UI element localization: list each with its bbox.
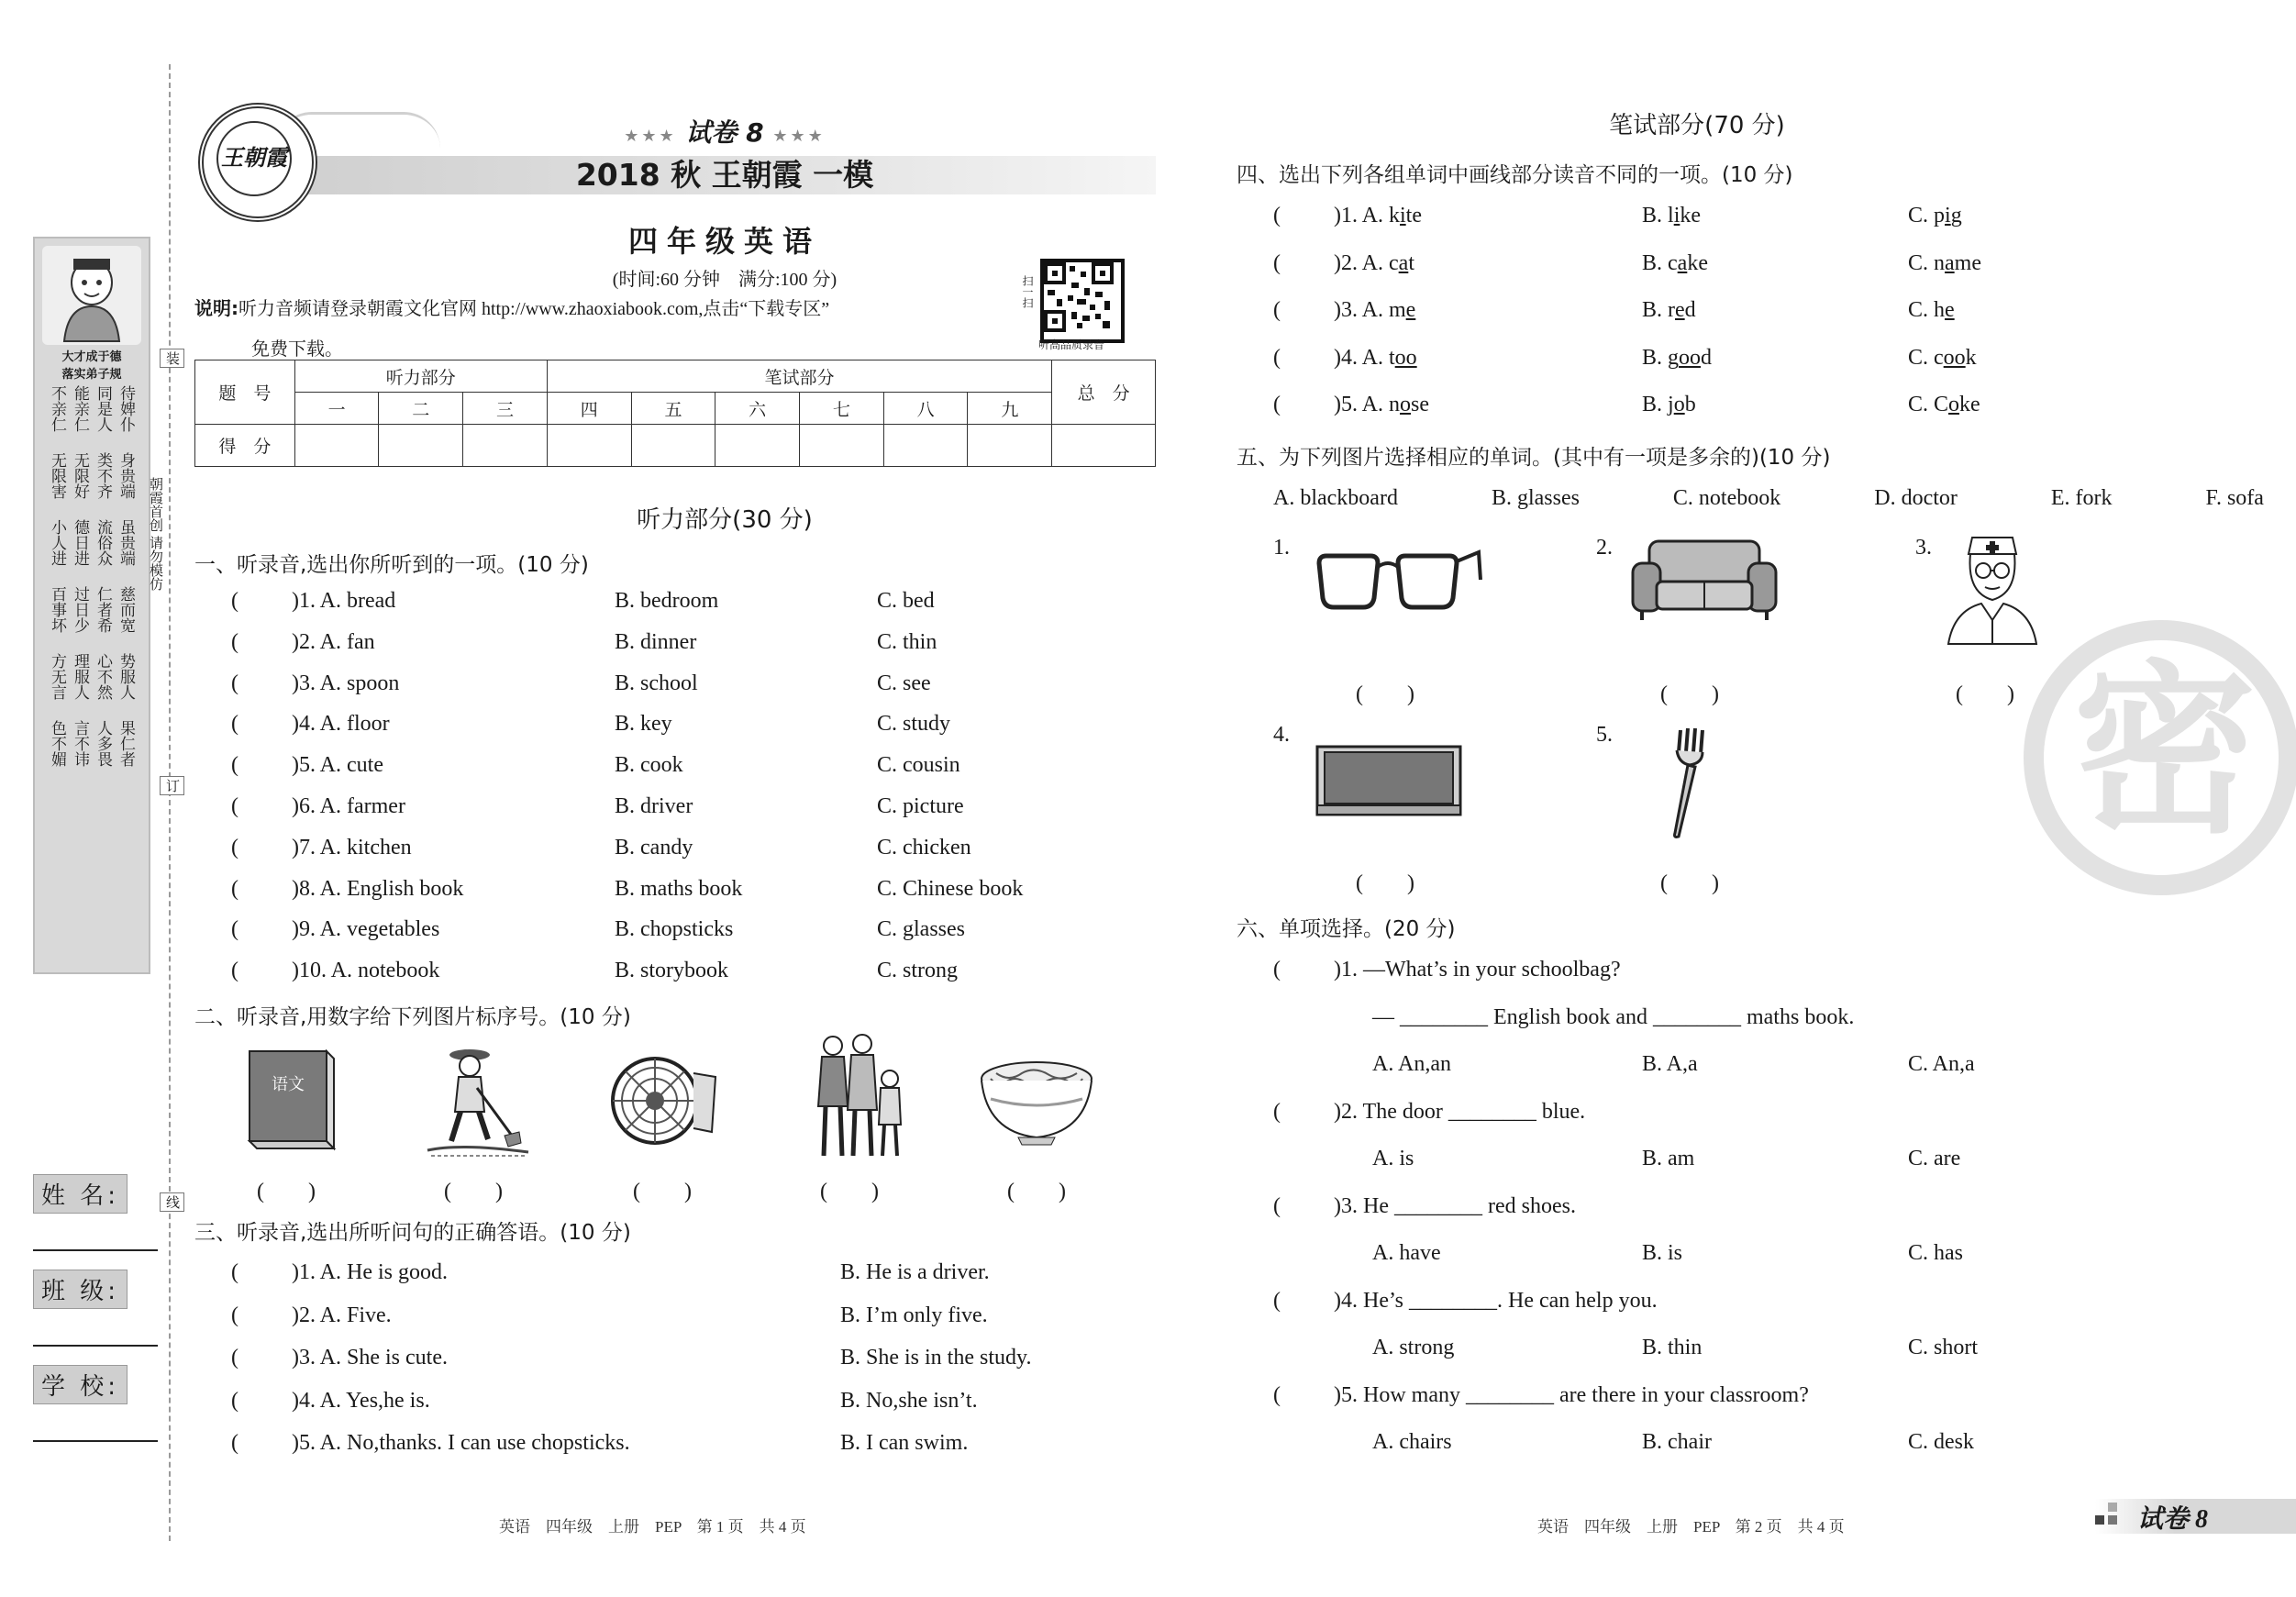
score-table-number: 二 [379, 393, 463, 425]
answer-bracket-open[interactable]: ( [231, 1388, 238, 1413]
poem-column: 无限害 [49, 452, 66, 499]
underlined-letters: o [1400, 393, 1411, 416]
picture-number: 1. [1273, 536, 1290, 560]
score-cell[interactable] [631, 425, 715, 467]
underlined-letters: oo [1394, 345, 1417, 370]
electric-fan-picture [609, 1049, 717, 1155]
picture-answer-bracket[interactable]: ( ) [820, 1180, 879, 1203]
family-picture [805, 1033, 906, 1164]
answer-bracket-open[interactable]: ( [231, 589, 238, 613]
score-table-number: 九 [968, 393, 1052, 425]
option-a: )5. A. No,thanks. I can use chopsticks. [292, 1431, 630, 1455]
score-cell[interactable] [883, 425, 968, 467]
poem-column: 能亲仁 [72, 385, 89, 432]
word-part: B. l [1642, 204, 1674, 227]
option-a: )1. A. He is good. [292, 1260, 448, 1284]
score-table-number: 七 [800, 393, 884, 425]
logo-text: 王朝霞 [216, 121, 292, 196]
poem-column: 百事坏 [49, 586, 66, 633]
class-label [33, 1270, 156, 1309]
confidential-seal-char: 密 [2072, 645, 2257, 859]
underlined-letters: oo [1679, 345, 1702, 370]
paper-label-text: 试卷 8 [685, 117, 764, 148]
picture-answer-bracket[interactable]: ( ) [444, 1180, 503, 1203]
writing-part-title: 笔试部分(70 分) [1609, 112, 1785, 139]
picture-answer-bracket[interactable]: ( ) [633, 1180, 692, 1203]
option-b: B. key [615, 712, 672, 737]
option-a: )7. A. kitchen [292, 835, 412, 859]
poem-column: 同是人 [94, 385, 112, 432]
option-c: C. short [1908, 1336, 1979, 1359]
poem-column: 方无言 [49, 653, 66, 700]
option-a: )2. A. fan [292, 629, 375, 654]
answer-bracket-open[interactable]: ( [231, 629, 238, 654]
answer-bracket-open[interactable]: ( [231, 753, 238, 778]
picture-number: 3. [1915, 536, 1932, 560]
option-b: B. A,a [1642, 1052, 1698, 1076]
underlined-letters: e [1405, 298, 1416, 322]
poem-group [39, 720, 145, 767]
instructions-line-2: 免费下载。 [251, 339, 343, 360]
section-3-title: 三、听录音,选出所听问句的正确答语。(10 分) [194, 1221, 631, 1245]
word-part: C. p [1908, 204, 1946, 227]
school-label-text: 学 校: [33, 1365, 128, 1404]
school-label [33, 1365, 156, 1404]
option-b [1642, 204, 1701, 228]
score-table-number: 四 [547, 393, 631, 425]
instructions-line-1: 听力音频请登录朝霞文化官网 http://www.zhaoxiabook.com,点击“下载专区” [238, 299, 830, 319]
blackboard-picture [1314, 743, 1464, 823]
option-c: C. glasses [877, 917, 965, 942]
option-b: B. cook [615, 753, 683, 778]
answer-bracket-open[interactable]: ( [231, 1431, 238, 1455]
option-b: B. bedroom [615, 589, 719, 613]
option-a: )6. A. farmer [292, 794, 405, 818]
poem-column: 无限好 [72, 452, 89, 499]
answer-bracket-open[interactable]: ( [231, 794, 238, 818]
stars-left: ★★★ [624, 127, 677, 146]
picture-answer-bracket[interactable]: ( ) [257, 1180, 316, 1203]
question-stem: )3. He ________ red shoes. [1334, 1193, 1576, 1218]
motto-caption [39, 349, 145, 383]
question-stem: )1. —What’s in your schoolbag? [1334, 958, 1621, 981]
option-a: A. have [1372, 1241, 1441, 1265]
score-table-number: 一 [294, 393, 379, 425]
picture-number: 2. [1596, 536, 1613, 560]
word-part: t [1408, 250, 1414, 275]
paper-tag-marker [2095, 1503, 2132, 1535]
answer-bracket-open[interactable]: ( [231, 876, 238, 901]
poem-column: 过日少 [72, 586, 89, 633]
poem-column: 言不讳 [72, 720, 89, 767]
answer-bracket-open[interactable]: ( [231, 1303, 238, 1327]
score-table [194, 360, 1156, 467]
poem-column: 势服人 [117, 653, 135, 700]
answer-bracket-open[interactable]: ( [231, 835, 238, 859]
page-2-footer: 英语 四年级 上册 PEP 第 2 页 共 4 页 [1537, 1518, 1845, 1536]
word-option: B. glasses [1491, 486, 1580, 510]
glasses-picture [1314, 543, 1482, 630]
poem-column: 理服人 [72, 653, 89, 700]
section-1-title: 一、听录音,选出你所听到的一项。(10 分) [194, 553, 589, 577]
word-part: C. c [1908, 345, 1944, 370]
word-option: F. sofa [2205, 486, 2264, 510]
word-part: )1. A. k [1334, 204, 1400, 227]
word-part: B. r [1642, 298, 1675, 322]
word-part: )4. A. t [1334, 345, 1395, 370]
school-field[interactable] [33, 1440, 158, 1442]
instructions-label: 说明: [194, 297, 238, 319]
question-stem: )2. The door ________ blue. [1334, 1099, 1586, 1124]
option-b: B. school [615, 671, 698, 695]
option-a: )10. A. notebook [292, 959, 440, 983]
listening-part-title: 听力部分(30 分) [637, 506, 813, 534]
answer-bracket-open[interactable]: ( [1273, 204, 1281, 227]
name-label [33, 1174, 156, 1214]
option-b: B. driver [615, 794, 693, 818]
option-c [1908, 251, 1981, 276]
poem-column: 德日进 [72, 519, 89, 566]
option-a: )4. A. Yes,he is. [292, 1388, 430, 1413]
option-c: C. thin [877, 629, 937, 654]
option-a: )8. A. English book [292, 876, 464, 901]
answer-bracket-open[interactable]: ( [1273, 345, 1281, 370]
binding-mark-xian: 线 [160, 1192, 184, 1212]
word-part: me [1954, 250, 1981, 275]
word-part: B. g [1642, 345, 1680, 370]
class-label-text: 班 级: [33, 1270, 128, 1309]
option-c: C. has [1908, 1241, 1963, 1265]
option-c: C. Chinese book [877, 876, 1024, 901]
word-option: D. doctor [1874, 486, 1958, 510]
picture-answer-bracket[interactable]: ( ) [1956, 682, 2014, 706]
book-cover-text: 语文 [272, 1075, 305, 1094]
option-a: )9. A. vegetables [292, 917, 440, 942]
answer-bracket-open[interactable]: ( [231, 1346, 238, 1370]
sofa-picture [1629, 536, 1780, 628]
poem-column: 仁者希 [94, 586, 112, 633]
poem-column: 类不齐 [94, 452, 112, 499]
stars-right: ★★★ [772, 127, 826, 146]
option-b [1642, 393, 1696, 417]
poem-group [39, 586, 145, 633]
binding-mark-ding: 订 [160, 776, 184, 795]
option-a [1334, 204, 1422, 228]
option-c: C. cousin [877, 753, 960, 778]
word-part: B. j [1642, 393, 1674, 416]
name-field[interactable] [33, 1249, 158, 1251]
qr-scan-hint: 扫一扫 [1021, 275, 1034, 308]
poem-group [39, 653, 145, 700]
underlined-letters: a [1945, 250, 1955, 275]
option-b: B. am [1642, 1147, 1695, 1170]
option-b [1642, 298, 1696, 323]
option-c: C. An,a [1908, 1052, 1975, 1076]
option-b: B. candy [615, 835, 693, 859]
score-table-total-header: 总 分 [1052, 360, 1156, 425]
word-part: ke [1959, 393, 1980, 416]
option-a: )1. A. bread [292, 589, 396, 613]
score-table-number: 五 [631, 393, 715, 425]
option-b: B. is [1642, 1241, 1683, 1265]
question-stem: )4. He’s ________. He can help you. [1334, 1288, 1658, 1313]
score-table-number: 八 [883, 393, 968, 425]
word-part: )3. A. m [1334, 298, 1406, 322]
option-c: C. strong [877, 959, 959, 983]
word-part: C. n [1908, 250, 1946, 275]
option-b: B. chopsticks [615, 917, 734, 942]
scholar-illustration [42, 246, 141, 345]
word-part: k [1965, 345, 1977, 370]
answer-bracket-open[interactable]: ( [231, 671, 238, 695]
underlined-letters: o [1673, 393, 1685, 416]
score-table-number: 三 [463, 393, 548, 425]
exam-title: 2018 秋 王朝霞 一模 [575, 157, 874, 193]
picture-answer-bracket[interactable]: ( ) [1660, 682, 1719, 706]
word-part: B. c [1642, 250, 1678, 275]
option-a [1334, 393, 1429, 417]
option-a: A. An,an [1372, 1052, 1451, 1076]
underlined-letters: e [1945, 298, 1955, 322]
score-table-writing-header: 笔试部分 [547, 360, 1051, 393]
poem-group [39, 385, 145, 432]
score-cell[interactable] [463, 425, 548, 467]
farmer-digging-picture [424, 1040, 532, 1164]
option-c [1908, 204, 1962, 228]
word-part: C. h [1908, 298, 1946, 322]
word-part: g [1950, 204, 1962, 227]
word-part: d [1701, 345, 1713, 370]
answer-bracket-open[interactable]: ( [1273, 250, 1281, 275]
doctor-picture [1945, 528, 2040, 652]
section-4-title: 四、选出下列各组单词中画线部分读音不同的一项。(10 分) [1237, 163, 1793, 187]
word-part: d [1684, 298, 1696, 322]
poem-column: 色不媚 [49, 720, 66, 767]
score-cell[interactable] [715, 425, 800, 467]
picture-answer-bracket[interactable]: ( ) [1356, 871, 1414, 895]
option-c: C. chicken [877, 835, 971, 859]
poem-column: 待婢仆 [117, 385, 135, 432]
binding-dashed-line [169, 64, 171, 1541]
answer-bracket-open[interactable]: ( [1273, 393, 1281, 416]
option-b: B. storybook [615, 959, 729, 983]
picture-number: 5. [1596, 723, 1613, 747]
section-6-title: 六、单项选择。(20 分) [1237, 917, 1456, 941]
answer-bracket-open[interactable]: ( [1273, 1099, 1281, 1124]
answer-bracket-open[interactable]: ( [1273, 298, 1281, 322]
option-a [1334, 298, 1415, 323]
question-response-line: — ________ English book and ________ maths book. [1372, 1004, 1855, 1029]
option-a: A. strong [1372, 1336, 1455, 1359]
poem-column: 慈而宽 [117, 586, 135, 633]
answer-bracket-open[interactable]: ( [1273, 1193, 1281, 1218]
paper-tag-text: 试卷 8 [2137, 1505, 2209, 1534]
picture-number: 4. [1273, 723, 1290, 747]
binding-mark-zhuang: 装 [160, 349, 184, 368]
score-table-listening-header: 听力部分 [294, 360, 547, 393]
word-part: )5. A. n [1334, 393, 1400, 416]
underlined-letters: oo [1943, 345, 1966, 370]
paper-label [624, 113, 826, 150]
word-part: se [1411, 393, 1429, 416]
option-b [1642, 251, 1708, 276]
instructions [194, 294, 993, 320]
underlined-letters: i [1400, 204, 1406, 227]
word-part: C. C [1908, 393, 1949, 416]
poem-column: 虽贵端 [117, 519, 135, 566]
score-cell[interactable] [968, 425, 1052, 467]
option-c [1908, 298, 1955, 323]
option-b: B. chair [1642, 1430, 1712, 1454]
copyright-notice: 朝霞首创 请勿模仿 [148, 477, 162, 591]
option-a: )5. A. cute [292, 753, 383, 778]
answer-bracket-open[interactable]: ( [231, 712, 238, 737]
underlined-letters: e [1675, 298, 1685, 322]
answer-bracket-open[interactable]: ( [231, 917, 238, 942]
option-a [1334, 346, 1417, 371]
option-a: )4. A. floor [292, 712, 390, 737]
option-b: B. thin [1642, 1336, 1703, 1359]
option-b: B. She is in the study. [840, 1346, 1032, 1370]
word-part: te [1405, 204, 1422, 227]
option-a: A. chairs [1372, 1430, 1452, 1454]
section-5-word-options [1273, 486, 2264, 511]
subject-title: 四年级英语 [627, 224, 821, 259]
score-cell[interactable] [800, 425, 884, 467]
picture-answer-bracket[interactable]: ( ) [1007, 1180, 1066, 1203]
question-stem: )5. How many ________ are there in your classroom? [1334, 1382, 1809, 1407]
score-table-score-label: 得 分 [195, 425, 295, 467]
poem-column: 流俗众 [94, 519, 112, 566]
underlined-letters: a [1398, 250, 1409, 275]
publisher-logo [198, 103, 317, 222]
word-part: ke [1687, 250, 1708, 275]
option-c: C. are [1908, 1147, 1961, 1170]
option-a [1334, 251, 1414, 276]
option-c [1908, 346, 1977, 371]
score-table-number: 六 [715, 393, 800, 425]
underlined-letters: o [1948, 393, 1960, 416]
poem-column: 身贵端 [117, 452, 135, 499]
motto-caption-line: 大才成于德 [61, 350, 122, 364]
poem-column: 不亲仁 [49, 385, 66, 432]
section-5-title: 五、为下列图片选择相应的单词。(其中有一项是多余的)(10 分) [1237, 446, 1831, 470]
name-label-text: 姓 名: [33, 1174, 128, 1214]
underlined-letters: i [1673, 204, 1680, 227]
time-and-score: (时间:60 分钟 满分:100 分) [612, 270, 837, 290]
picture-answer-bracket[interactable]: ( ) [1356, 682, 1414, 706]
option-b: B. dinner [615, 629, 697, 654]
word-part: b [1684, 393, 1696, 416]
chinese-book-picture [240, 1046, 345, 1160]
underlined-letters: i [1945, 204, 1951, 227]
option-c: C. desk [1908, 1430, 1974, 1454]
poem-column: 人多畏 [94, 720, 112, 767]
option-a: )3. A. spoon [292, 671, 400, 695]
option-b: B. maths book [615, 876, 743, 901]
answer-bracket-open[interactable]: ( [1273, 958, 1281, 981]
poem-column: 小人进 [49, 519, 66, 566]
option-a: A. is [1372, 1147, 1414, 1170]
word-part: )2. A. c [1334, 250, 1399, 275]
word-option: E. fork [2050, 486, 2113, 510]
option-b: B. No,she isn’t. [840, 1388, 978, 1413]
page-1-footer: 英语 四年级 上册 PEP 第 1 页 共 4 页 [499, 1518, 806, 1536]
score-cell[interactable] [547, 425, 631, 467]
option-b [1642, 346, 1712, 371]
poem-column: 心不然 [94, 653, 112, 700]
option-a: )3. A. She is cute. [292, 1346, 448, 1370]
option-c [1908, 393, 1980, 417]
option-c: C. picture [877, 794, 964, 818]
motto-panel [33, 237, 150, 974]
option-a: )2. A. Five. [292, 1303, 392, 1327]
option-c: C. study [877, 712, 951, 737]
class-field[interactable] [33, 1345, 158, 1347]
answer-bracket-open[interactable]: ( [1273, 1382, 1281, 1407]
noodle-bowl-picture [978, 1055, 1095, 1151]
poem-group [39, 519, 145, 566]
qr-caption: 听高品质录音 [1038, 338, 1105, 351]
word-option: A. blackboard [1273, 486, 1398, 510]
qr-code[interactable] [1040, 259, 1125, 343]
word-part: ke [1680, 204, 1702, 227]
motto-caption-line: 落实弟子规 [61, 368, 122, 382]
option-b: B. I can swim. [840, 1431, 969, 1455]
answer-bracket-open[interactable]: ( [231, 959, 238, 983]
fork-picture [1668, 725, 1717, 843]
option-c: C. see [877, 671, 931, 695]
option-c: C. bed [877, 589, 935, 613]
poem-column: 果仁者 [117, 720, 135, 767]
answer-bracket-open[interactable]: ( [1273, 1288, 1281, 1313]
word-option: C. notebook [1672, 486, 1781, 510]
picture-answer-bracket[interactable]: ( ) [1660, 871, 1719, 895]
score-cell[interactable] [294, 425, 379, 467]
option-b: B. He is a driver. [840, 1260, 990, 1284]
score-cell[interactable] [379, 425, 463, 467]
motto-poem [39, 385, 145, 787]
underlined-letters: a [1677, 250, 1688, 275]
score-cell-total[interactable] [1052, 425, 1156, 467]
answer-bracket-open[interactable]: ( [231, 1260, 238, 1284]
poem-group [39, 452, 145, 499]
section-2-title: 二、听录音,用数字给下列图片标序号。(10 分) [194, 1005, 631, 1029]
option-b: B. I’m only five. [840, 1303, 988, 1327]
score-table-row-label: 题 号 [195, 360, 295, 425]
